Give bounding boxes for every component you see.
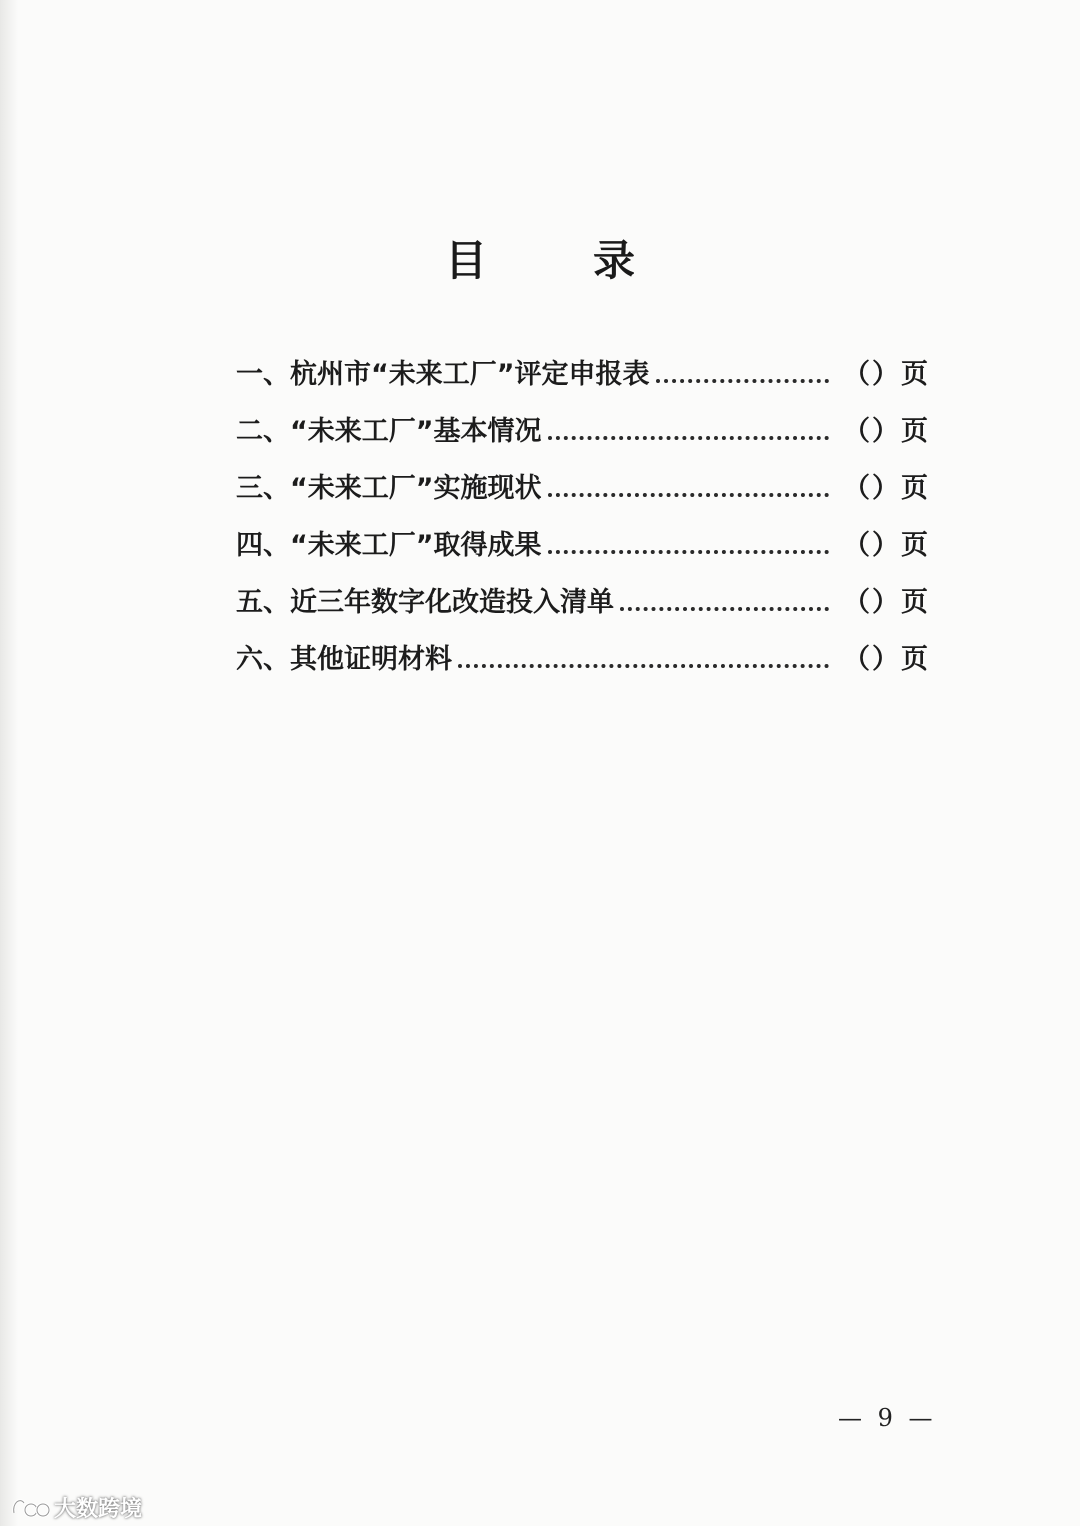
toc-row — [236, 637, 930, 694]
toc-row — [236, 409, 930, 466]
toc-entry-label: 一、杭州市“未来工厂”评定申报表 — [236, 359, 650, 390]
toc-dot-leader — [458, 664, 829, 668]
toc-row — [236, 580, 930, 637]
watermark-logo-icon — [10, 1495, 50, 1521]
page-title: 目 录 — [444, 236, 667, 285]
table-of-contents — [236, 352, 930, 694]
toc-dot-leader — [548, 550, 830, 554]
toc-page-ref: （）页 — [843, 530, 930, 561]
toc-entry-label: 二、“未来工厂”基本情况 — [236, 416, 542, 447]
toc-row — [236, 352, 930, 409]
toc-page-ref: （）页 — [843, 644, 930, 675]
toc-row — [236, 466, 930, 523]
toc-row — [236, 523, 930, 580]
page-number: — 9 — — [838, 1404, 937, 1432]
toc-entry-label: 四、“未来工厂”取得成果 — [236, 530, 542, 561]
watermark — [10, 1492, 142, 1523]
toc-dot-leader — [656, 379, 830, 383]
toc-entry-label: 六、其他证明材料 — [236, 644, 452, 675]
toc-dot-leader — [548, 493, 830, 497]
toc-page-ref: （）页 — [843, 473, 930, 504]
toc-page-ref: （）页 — [843, 359, 930, 390]
toc-entry-label: 三、“未来工厂”实施现状 — [236, 473, 542, 504]
toc-dot-leader — [620, 607, 829, 611]
toc-entry-label: 五、近三年数字化改造投入清单 — [236, 587, 614, 618]
toc-page-ref: （）页 — [843, 416, 930, 447]
toc-dot-leader — [548, 436, 830, 440]
toc-page-ref: （）页 — [843, 587, 930, 618]
watermark-text: 大数跨境 — [54, 1497, 143, 1522]
